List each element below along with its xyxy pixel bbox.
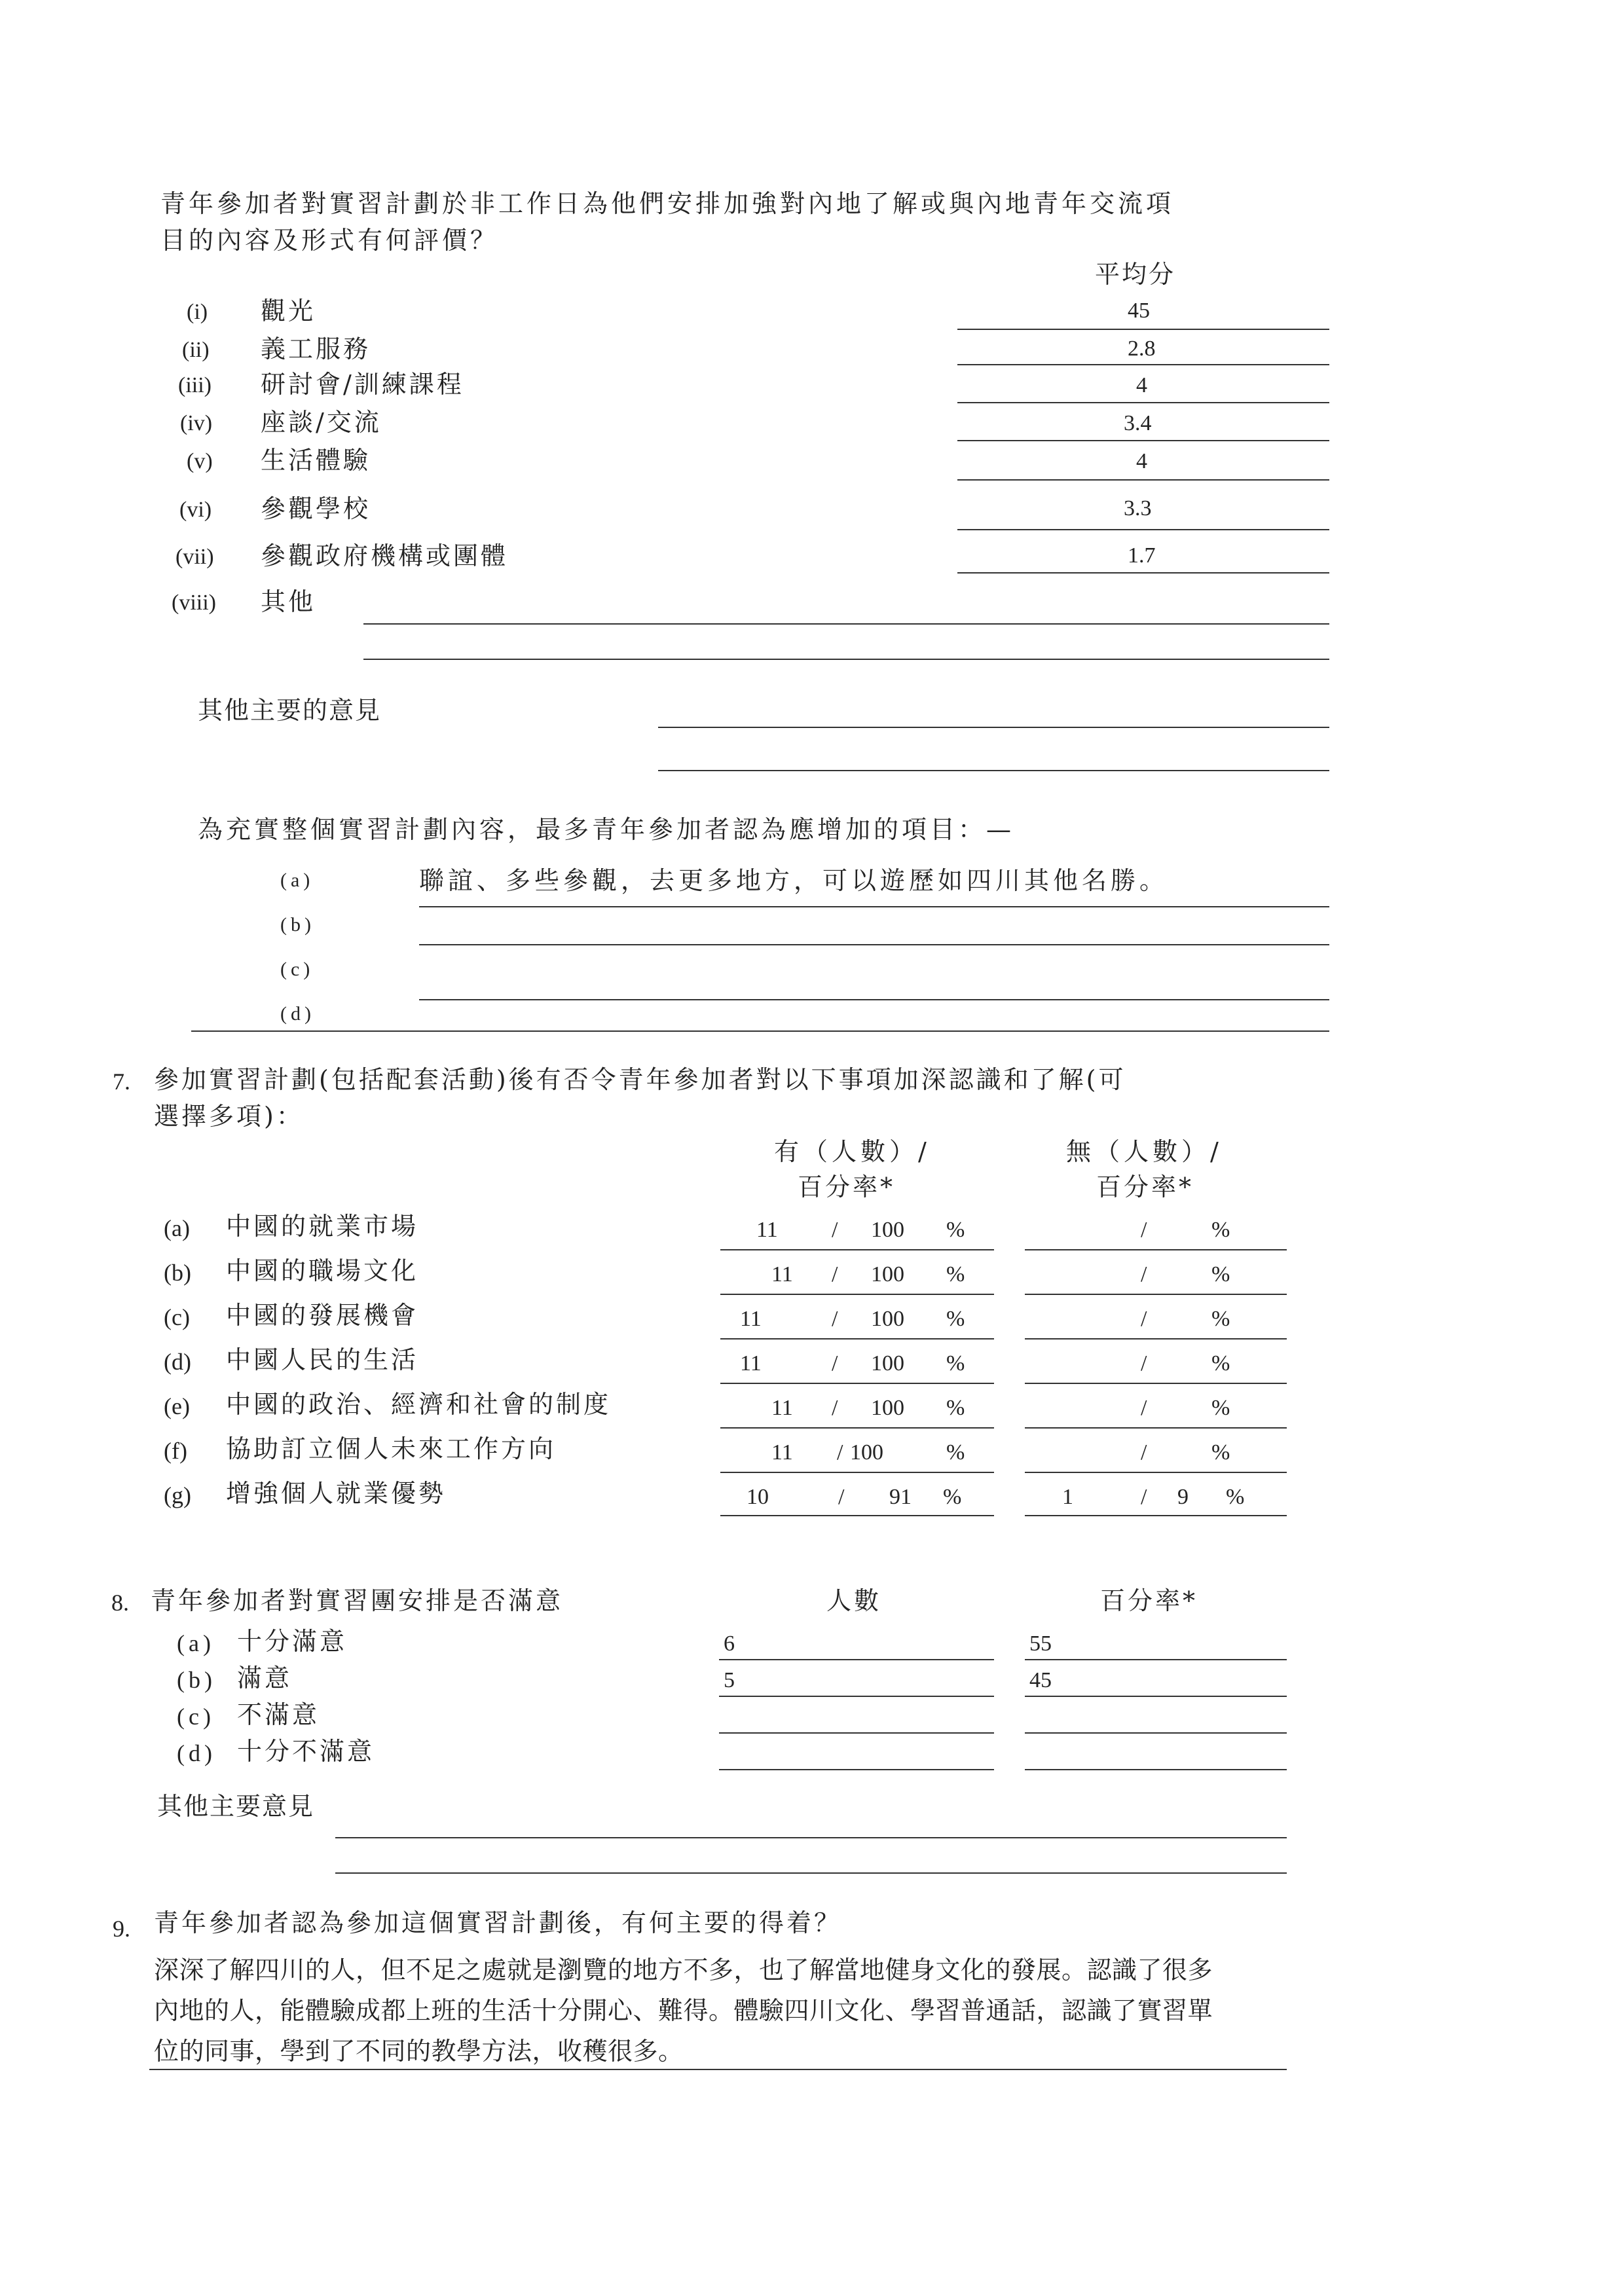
no-percent-sign: % — [1211, 1440, 1230, 1465]
suggestion-letter: (a) — [280, 869, 314, 891]
score-underline — [957, 529, 1329, 530]
yes-slash: / — [832, 1396, 838, 1420]
no-percent-sign: % — [1226, 1485, 1245, 1509]
suggestion-text: 聯誼、多些參觀，去更多地方，可以遊歷如四川其他名勝。 — [419, 866, 1169, 895]
score-underline — [957, 329, 1329, 330]
no-count: 1 — [1062, 1485, 1073, 1509]
item-score: 3.4 — [1124, 411, 1152, 435]
q9-number: 9. — [113, 1916, 130, 1942]
yes-slash: / — [838, 1485, 845, 1509]
yes-underline — [720, 1472, 994, 1473]
no-underline — [1025, 1383, 1287, 1384]
row-label: 增強個人就業優勢 — [226, 1479, 447, 1508]
percentage-header: 百分率* — [1100, 1586, 1198, 1615]
yes-underline — [720, 1338, 994, 1339]
row-label: 中國的發展機會 — [226, 1301, 419, 1330]
row-letter: (c) — [164, 1304, 190, 1330]
no-slash: / — [1141, 1307, 1147, 1331]
yes-count: 11 — [771, 1262, 793, 1286]
no-slash: / — [1141, 1440, 1147, 1465]
yes-slash: / — [832, 1351, 838, 1376]
row-letter: (g) — [164, 1482, 191, 1508]
item-number: (vi) — [179, 498, 212, 522]
row-label: 十分不滿意 — [237, 1737, 375, 1766]
item-label: 義工服務 — [261, 335, 371, 363]
opinion-underline — [658, 727, 1329, 728]
item-label: 研討會/訓練課程 — [261, 370, 464, 399]
average-score-header: 平均分 — [1095, 260, 1176, 289]
yes-count: 11 — [756, 1218, 778, 1242]
yes-header-line1: 有（人數）/ — [774, 1137, 931, 1166]
opinion-underline — [658, 770, 1329, 771]
yes-percent-sign: % — [946, 1351, 965, 1376]
no-percent-sign: % — [1211, 1307, 1230, 1331]
q9-answer-line3: 位的同事，學到了不同的教學方法，收穫很多。 — [154, 2037, 684, 2066]
suggestion-letter: (b) — [280, 914, 315, 936]
pct-underline — [1025, 1696, 1287, 1697]
suggestion-underline — [419, 906, 1329, 907]
yes-percent-sign: % — [946, 1262, 965, 1286]
yes-underline — [720, 1427, 994, 1429]
suggestion-letter: (c) — [280, 958, 314, 980]
count-value: 5 — [724, 1668, 735, 1692]
no-underline — [1025, 1249, 1287, 1250]
yes-percent-sign: % — [946, 1307, 965, 1331]
item-label: 生活體驗 — [261, 446, 371, 475]
yes-slash: / — [837, 1440, 843, 1465]
no-slash: / — [1141, 1351, 1147, 1376]
score-underline — [957, 440, 1329, 441]
row-label: 中國的職場文化 — [226, 1256, 419, 1285]
q6-question-line2: 目的內容及形式有何評價？ — [160, 226, 499, 255]
no-slash: / — [1141, 1262, 1147, 1286]
item-number: (iii) — [178, 373, 212, 397]
no-percent-sign: % — [1211, 1396, 1230, 1420]
q7-question-line1: 參加實習計劃(包括配套活動)後有否令青年參加者對以下事項加深認識和了解(可 — [154, 1065, 1126, 1094]
row-letter: (a) — [177, 1630, 215, 1656]
count-underline — [719, 1732, 994, 1734]
no-header-line2: 百分率* — [1096, 1173, 1194, 1201]
no-underline — [1025, 1427, 1287, 1429]
no-percent-sign: % — [1211, 1218, 1230, 1242]
yes-slash: / — [832, 1307, 838, 1331]
row-letter: (e) — [164, 1393, 190, 1419]
row-letter: (b) — [177, 1667, 216, 1693]
suggestion-letter: (d) — [280, 1003, 315, 1025]
other-opinions-label: 其他主要的意見 — [198, 696, 382, 725]
other-underline — [363, 659, 1329, 660]
yes-slash: / — [832, 1218, 838, 1242]
opinion-underline — [335, 1872, 1287, 1874]
yes-percent: 100 — [850, 1440, 883, 1465]
q6-question-line1: 青年參加者對實習計劃於非工作日為他們安排加強對內地了解或與內地青年交流項 — [160, 189, 1175, 218]
no-underline — [1025, 1338, 1287, 1339]
q7-number: 7. — [113, 1068, 130, 1095]
yes-count: 11 — [740, 1351, 762, 1376]
yes-percent: 91 — [889, 1485, 912, 1509]
yes-percent-sign: % — [943, 1485, 962, 1509]
yes-percent: 100 — [871, 1262, 904, 1286]
score-underline — [957, 402, 1329, 403]
row-label: 中國的就業市場 — [226, 1212, 419, 1241]
q8-other-opinions-label: 其他主要意見 — [157, 1792, 315, 1821]
yes-underline — [720, 1515, 994, 1516]
item-label: 參觀政府機構或團體 — [261, 541, 509, 570]
pct-underline — [1025, 1659, 1287, 1660]
yes-underline — [720, 1383, 994, 1384]
yes-slash: / — [832, 1262, 838, 1286]
suggestion-underline — [419, 999, 1329, 1000]
yes-count: 10 — [747, 1485, 769, 1509]
yes-percent: 100 — [871, 1351, 904, 1376]
item-number: (ii) — [182, 338, 210, 362]
item-score: 4 — [1136, 373, 1147, 397]
yes-percent: 100 — [871, 1307, 904, 1331]
no-header-line1: 無（人數）/ — [1066, 1137, 1223, 1166]
no-slash: / — [1141, 1218, 1147, 1242]
row-letter: (b) — [164, 1260, 191, 1286]
yes-count: 11 — [771, 1440, 793, 1465]
row-label: 不滿意 — [237, 1700, 320, 1729]
item-score: 4 — [1136, 449, 1147, 473]
yes-percent: 100 — [871, 1218, 904, 1242]
q9-answer-line2: 內地的人，能體驗成都上班的生活十分開心、難得。體驗四川文化、學習普通話，認識了實習單 — [154, 1996, 1213, 2025]
no-underline — [1025, 1515, 1287, 1516]
count-value: 6 — [724, 1631, 735, 1656]
item-label: 其他 — [261, 587, 316, 616]
item-score: 1.7 — [1128, 543, 1156, 568]
item-score: 3.3 — [1124, 496, 1152, 520]
count-underline — [719, 1659, 994, 1660]
percentage-value: 45 — [1029, 1668, 1052, 1692]
row-label: 協助訂立個人未來工作方向 — [226, 1434, 557, 1463]
other-underline — [363, 623, 1329, 625]
row-letter: (c) — [177, 1704, 215, 1730]
suggestion-intro: 為充實整個實習計劃內容，最多青年參加者認為應增加的項目：— — [198, 815, 1015, 844]
item-number: (viii) — [172, 591, 216, 615]
q7-question-line2: 選擇多項)： — [154, 1102, 304, 1131]
no-percent-sign: % — [1211, 1351, 1230, 1376]
answer-underline — [149, 2069, 1287, 2070]
no-percent: 9 — [1177, 1485, 1189, 1509]
row-label: 中國人民的生活 — [226, 1345, 419, 1374]
yes-percent-sign: % — [946, 1396, 965, 1420]
yes-count: 11 — [740, 1307, 762, 1331]
yes-percent-sign: % — [946, 1440, 965, 1465]
yes-underline — [720, 1249, 994, 1250]
item-score: 45 — [1128, 299, 1150, 323]
row-letter: (d) — [164, 1349, 191, 1375]
item-label: 座談/交流 — [261, 408, 382, 437]
item-label: 參觀學校 — [261, 494, 371, 523]
q8-question: 青年參加者對實習團安排是否滿意 — [151, 1586, 564, 1615]
q9-answer-line1: 深深了解四川的人，但不足之處就是瀏覽的地方不多，也了解當地健身文化的發展。認識了很多 — [154, 1956, 1213, 1984]
q9-question: 青年參加者認為參加這個實習計劃後，有何主要的得着？ — [154, 1908, 842, 1937]
item-number: (i) — [187, 300, 208, 324]
no-underline — [1025, 1472, 1287, 1473]
row-label: 滿意 — [237, 1664, 293, 1692]
count-underline — [719, 1769, 994, 1770]
no-slash: / — [1141, 1396, 1147, 1420]
yes-percent-sign: % — [946, 1218, 965, 1242]
yes-underline — [720, 1294, 994, 1295]
item-number: (v) — [187, 449, 213, 473]
item-number: (vii) — [175, 545, 214, 569]
item-label: 觀光 — [261, 297, 316, 325]
pct-underline — [1025, 1732, 1287, 1734]
pct-underline — [1025, 1769, 1287, 1770]
no-percent-sign: % — [1211, 1262, 1230, 1286]
row-letter: (a) — [164, 1215, 190, 1241]
percentage-value: 55 — [1029, 1631, 1052, 1656]
suggestion-underline — [419, 944, 1329, 945]
yes-percent: 100 — [871, 1396, 904, 1420]
row-label: 十分滿意 — [237, 1627, 348, 1656]
suggestion-underline — [191, 1030, 1329, 1032]
score-underline — [957, 479, 1329, 481]
row-letter: (d) — [177, 1740, 216, 1766]
item-score: 2.8 — [1128, 337, 1156, 361]
count-header: 人數 — [826, 1586, 882, 1615]
row-letter: (f) — [164, 1438, 187, 1464]
yes-header-line2: 百分率* — [798, 1173, 896, 1201]
opinion-underline — [335, 1837, 1287, 1838]
score-underline — [957, 572, 1329, 574]
row-label: 中國的政治、經濟和社會的制度 — [226, 1390, 612, 1419]
item-number: (iv) — [180, 411, 213, 435]
no-underline — [1025, 1294, 1287, 1295]
count-underline — [719, 1696, 994, 1697]
yes-count: 11 — [771, 1396, 793, 1420]
score-underline — [957, 364, 1329, 365]
q8-number: 8. — [111, 1590, 129, 1616]
no-slash: / — [1141, 1485, 1147, 1509]
